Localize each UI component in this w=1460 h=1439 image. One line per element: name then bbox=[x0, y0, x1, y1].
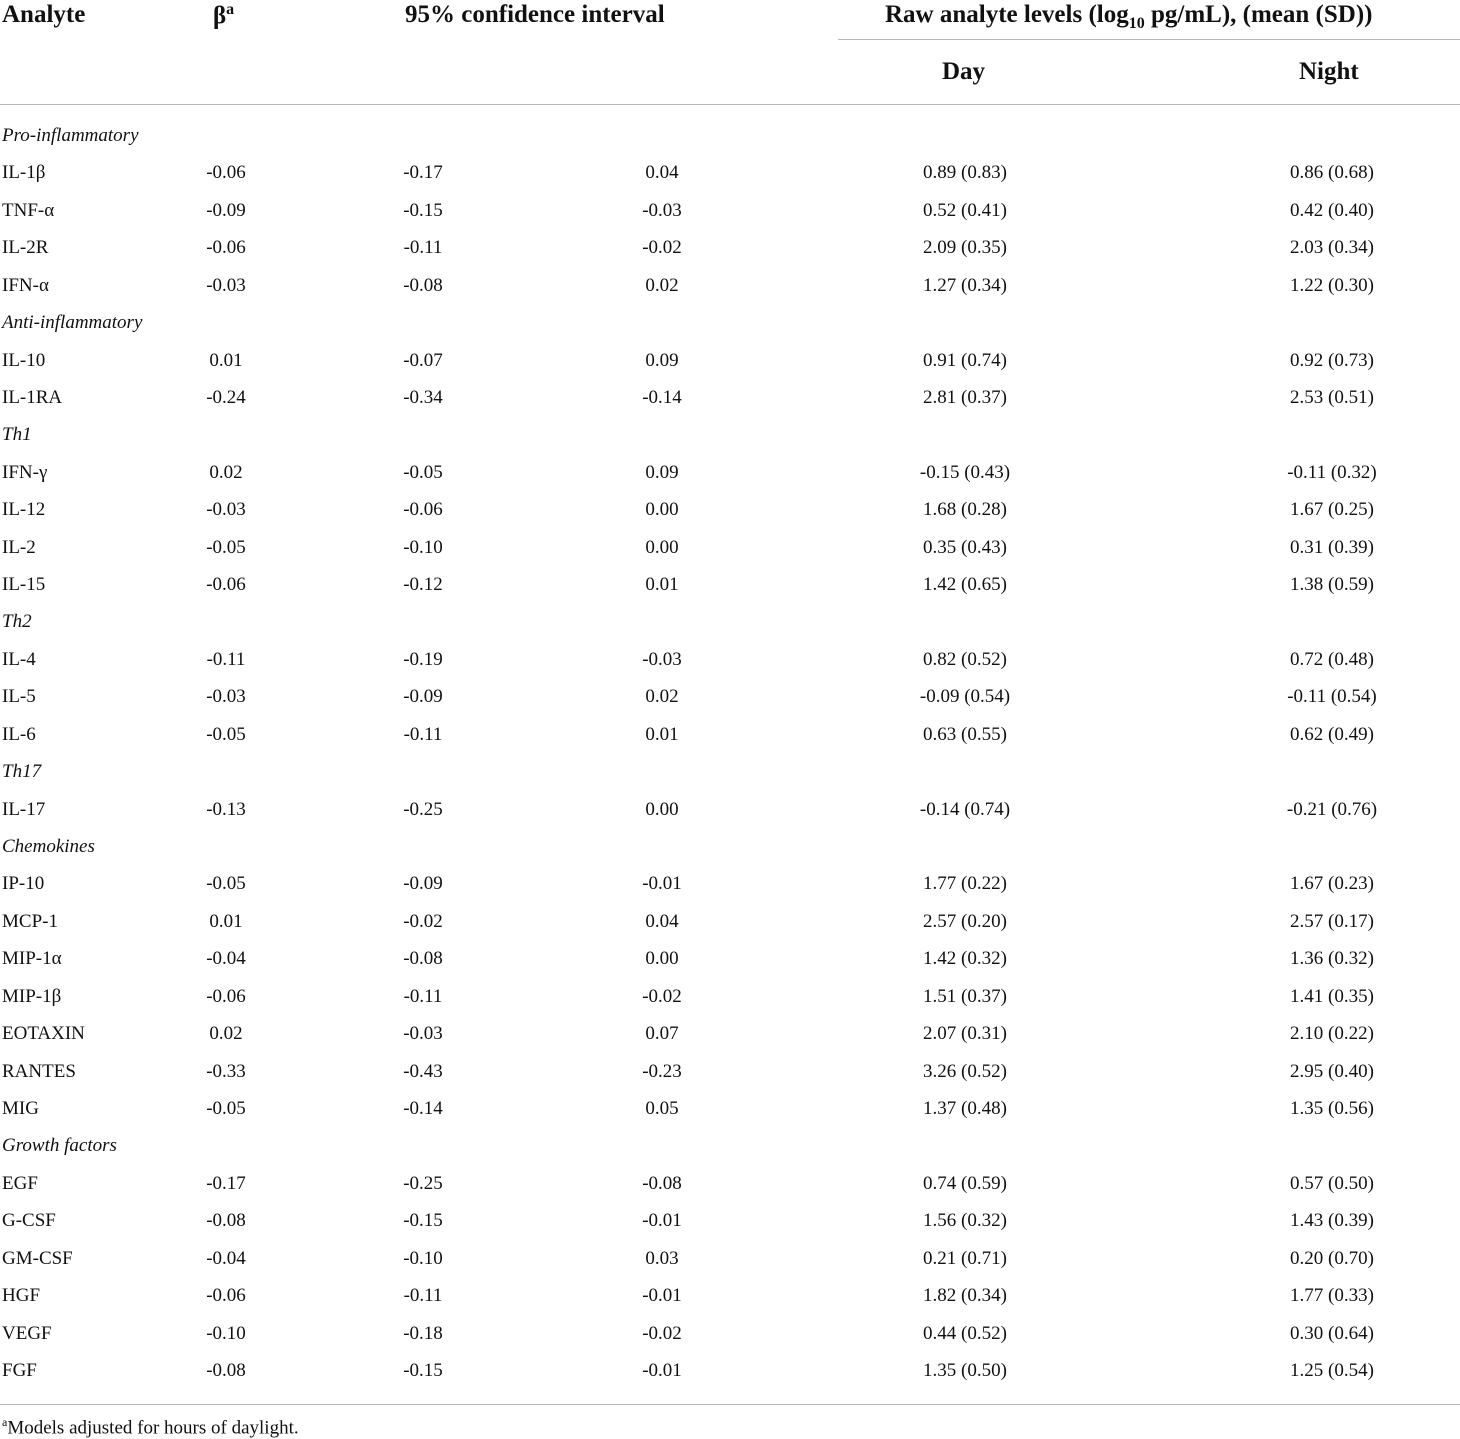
day-level: 0.44 (0.52) bbox=[923, 1322, 1007, 1344]
ci-upper: 0.04 bbox=[645, 162, 679, 184]
ci-lower: -0.14 bbox=[403, 1097, 443, 1119]
beta-value: -0.03 bbox=[206, 499, 246, 521]
ci-upper: -0.02 bbox=[642, 1322, 682, 1344]
analyte-name: VEGF bbox=[2, 1322, 52, 1344]
table-row bbox=[0, 717, 1460, 754]
table-row bbox=[0, 155, 1460, 192]
ci-lower: -0.05 bbox=[403, 461, 443, 483]
analyte-name: IL-5 bbox=[2, 686, 36, 708]
analyte-name: IL-6 bbox=[2, 723, 36, 745]
analyte-name: IFN-γ bbox=[2, 461, 48, 483]
day-level: 1.56 (0.32) bbox=[923, 1210, 1007, 1232]
header-analyte: Analyte bbox=[2, 1, 86, 28]
section-title: Anti-inflammatory bbox=[2, 312, 143, 334]
ci-lower: -0.10 bbox=[403, 1247, 443, 1269]
day-level: 2.07 (0.31) bbox=[923, 1023, 1007, 1045]
day-level: -0.09 (0.54) bbox=[919, 686, 1011, 708]
night-level: 1.36 (0.32) bbox=[1290, 948, 1374, 970]
ci-lower: -0.11 bbox=[403, 723, 443, 745]
day-level: 0.52 (0.41) bbox=[923, 199, 1007, 221]
ci-upper: 0.00 bbox=[645, 499, 679, 521]
beta-value: -0.08 bbox=[206, 1359, 246, 1381]
night-level: 2.03 (0.34) bbox=[1290, 237, 1374, 259]
ci-lower: -0.25 bbox=[403, 798, 443, 820]
analyte-name: IL-4 bbox=[2, 648, 36, 670]
ci-upper: 0.00 bbox=[645, 536, 679, 558]
day-level: 1.82 (0.34) bbox=[923, 1285, 1007, 1307]
night-level: 1.67 (0.25) bbox=[1290, 499, 1374, 521]
night-level: 1.25 (0.54) bbox=[1290, 1359, 1374, 1381]
table-row bbox=[0, 1241, 1460, 1278]
table-row bbox=[0, 380, 1460, 417]
day-level: 0.63 (0.55) bbox=[923, 723, 1007, 745]
night-level: -0.11 (0.54) bbox=[1287, 686, 1377, 708]
analyte-name: IL-2R bbox=[2, 237, 49, 259]
night-level: 1.22 (0.30) bbox=[1290, 274, 1374, 296]
header-day: Day bbox=[942, 58, 986, 85]
day-level: 3.26 (0.52) bbox=[923, 1060, 1007, 1082]
night-level: 0.42 (0.40) bbox=[1290, 199, 1374, 221]
night-level: 0.62 (0.49) bbox=[1290, 723, 1374, 745]
table-row bbox=[0, 567, 1460, 604]
analyte-name: RANTES bbox=[2, 1060, 76, 1082]
table-row bbox=[0, 455, 1460, 492]
day-level: 1.35 (0.50) bbox=[923, 1359, 1007, 1381]
beta-value: -0.05 bbox=[206, 873, 246, 895]
section-title: Th1 bbox=[2, 424, 32, 446]
day-level: -0.15 (0.43) bbox=[919, 461, 1011, 483]
ci-lower: -0.07 bbox=[403, 349, 443, 371]
table-body bbox=[0, 118, 1460, 1390]
section-header-row bbox=[0, 1128, 1460, 1165]
section-title: Pro-inflammatory bbox=[2, 125, 139, 146]
day-level: 0.35 (0.43) bbox=[923, 536, 1007, 558]
header-raw-levels bbox=[885, 2, 1372, 32]
ci-lower: -0.12 bbox=[403, 574, 443, 596]
ci-lower: -0.18 bbox=[403, 1322, 443, 1344]
analyte-name: IL-15 bbox=[2, 574, 46, 596]
ci-upper: 0.00 bbox=[645, 948, 679, 970]
ci-lower: -0.09 bbox=[403, 686, 443, 708]
night-level: 0.31 (0.39) bbox=[1290, 536, 1374, 558]
beta-value: -0.13 bbox=[206, 798, 246, 820]
header-confidence-interval: 95% confidence interval bbox=[405, 1, 665, 28]
ci-upper: -0.01 bbox=[642, 873, 682, 895]
header-raw-suffix: pg/mL), (mean (SD)) bbox=[1144, 1, 1373, 28]
analyte-name: IL-12 bbox=[2, 499, 46, 521]
table-row bbox=[0, 1203, 1460, 1240]
beta-value: -0.17 bbox=[206, 1172, 246, 1194]
ci-upper: -0.02 bbox=[642, 985, 682, 1007]
ci-upper: 0.00 bbox=[645, 798, 679, 820]
night-level: -0.11 (0.32) bbox=[1287, 461, 1377, 483]
day-level: 2.81 (0.37) bbox=[923, 386, 1007, 408]
analyte-name: MIP-1β bbox=[2, 985, 62, 1007]
table-row bbox=[0, 792, 1460, 829]
table-row bbox=[0, 1054, 1460, 1091]
section-header-row bbox=[0, 829, 1460, 866]
night-level: -0.21 (0.76) bbox=[1286, 798, 1378, 820]
ci-lower: -0.17 bbox=[403, 162, 443, 184]
section-title: Growth factors bbox=[2, 1135, 117, 1157]
ci-lower: -0.03 bbox=[403, 1023, 443, 1045]
day-level: 0.82 (0.52) bbox=[923, 648, 1007, 670]
ci-upper: 0.01 bbox=[645, 723, 679, 745]
analyte-name: MIG bbox=[2, 1097, 39, 1119]
beta-value: -0.33 bbox=[206, 1060, 246, 1082]
ci-upper: 0.01 bbox=[645, 574, 679, 596]
section-header-row bbox=[0, 604, 1460, 641]
beta-value: -0.06 bbox=[206, 574, 246, 596]
ci-upper: -0.01 bbox=[642, 1285, 682, 1307]
ci-lower: -0.09 bbox=[403, 873, 443, 895]
day-level: 0.89 (0.83) bbox=[923, 162, 1007, 184]
ci-upper: 0.02 bbox=[645, 686, 679, 708]
day-level: 2.57 (0.20) bbox=[923, 910, 1007, 932]
ci-lower: -0.08 bbox=[403, 274, 443, 296]
table-row bbox=[0, 1278, 1460, 1315]
night-level: 1.41 (0.35) bbox=[1290, 985, 1374, 1007]
analyte-name: IP-10 bbox=[2, 873, 45, 895]
day-level: -0.14 (0.74) bbox=[919, 798, 1011, 820]
analyte-name: MIP-1α bbox=[2, 948, 62, 970]
ci-upper: 0.04 bbox=[645, 910, 679, 932]
footnote bbox=[2, 1416, 299, 1437]
table-row bbox=[0, 866, 1460, 903]
ci-upper: 0.02 bbox=[645, 274, 679, 296]
night-level: 1.38 (0.59) bbox=[1290, 574, 1374, 596]
ci-lower: -0.02 bbox=[403, 910, 443, 932]
beta-value: -0.09 bbox=[206, 199, 246, 221]
day-level: 1.42 (0.65) bbox=[923, 574, 1007, 596]
ci-lower: -0.43 bbox=[403, 1060, 443, 1082]
ci-lower: -0.19 bbox=[403, 648, 443, 670]
night-level: 1.43 (0.39) bbox=[1290, 1210, 1374, 1232]
header-subrule bbox=[838, 39, 1460, 40]
table-row bbox=[0, 679, 1460, 716]
header-beta-symbol: β bbox=[213, 2, 227, 30]
day-level: 1.51 (0.37) bbox=[923, 985, 1007, 1007]
day-level: 0.91 (0.74) bbox=[923, 349, 1007, 371]
table-row bbox=[0, 1166, 1460, 1203]
analyte-name: G-CSF bbox=[2, 1210, 56, 1232]
beta-value: -0.03 bbox=[206, 686, 246, 708]
ci-lower: -0.11 bbox=[403, 985, 443, 1007]
beta-value: -0.04 bbox=[206, 948, 246, 970]
header-raw-subscript: 10 bbox=[1128, 15, 1145, 32]
day-level: 1.77 (0.22) bbox=[923, 873, 1007, 895]
beta-value: -0.06 bbox=[206, 237, 246, 259]
night-level: 0.72 (0.48) bbox=[1290, 648, 1374, 670]
ci-lower: -0.15 bbox=[403, 1210, 443, 1232]
night-level: 1.67 (0.23) bbox=[1290, 873, 1374, 895]
ci-upper: -0.23 bbox=[642, 1060, 682, 1082]
header-raw-prefix: Raw analyte levels (log bbox=[885, 1, 1129, 28]
beta-value: -0.05 bbox=[206, 536, 246, 558]
ci-upper: -0.03 bbox=[642, 199, 682, 221]
table-row bbox=[0, 492, 1460, 529]
section-header-row bbox=[0, 417, 1460, 454]
ci-lower: -0.10 bbox=[403, 536, 443, 558]
ci-lower: -0.08 bbox=[403, 948, 443, 970]
beta-value: -0.06 bbox=[206, 985, 246, 1007]
beta-value: -0.11 bbox=[206, 648, 246, 670]
table-bottom-rule bbox=[0, 1404, 1460, 1405]
analyte-name: IL-1RA bbox=[2, 386, 63, 408]
header-night: Night bbox=[1299, 58, 1359, 85]
ci-upper: -0.01 bbox=[642, 1359, 682, 1381]
table-row bbox=[0, 268, 1460, 305]
beta-value: 0.02 bbox=[209, 461, 243, 483]
table-row bbox=[0, 1091, 1460, 1128]
analyte-name: IFN-α bbox=[2, 274, 49, 296]
night-level: 2.10 (0.22) bbox=[1290, 1023, 1374, 1045]
ci-upper: 0.09 bbox=[645, 349, 679, 371]
ci-lower: -0.15 bbox=[403, 199, 443, 221]
beta-value: -0.08 bbox=[206, 1210, 246, 1232]
night-level: 0.92 (0.73) bbox=[1290, 349, 1374, 371]
day-level: 1.42 (0.32) bbox=[923, 948, 1007, 970]
section-title: Th2 bbox=[2, 611, 32, 633]
analyte-name: MCP-1 bbox=[2, 910, 58, 932]
section-header-row bbox=[0, 305, 1460, 342]
analyte-name: GM-CSF bbox=[2, 1247, 73, 1269]
table-row bbox=[0, 642, 1460, 679]
day-level: 0.21 (0.71) bbox=[923, 1247, 1007, 1269]
night-level: 0.57 (0.50) bbox=[1290, 1172, 1374, 1194]
table-row bbox=[0, 904, 1460, 941]
table-row bbox=[0, 941, 1460, 978]
header-beta bbox=[213, 2, 234, 28]
beta-value: -0.24 bbox=[206, 386, 246, 408]
header-beta-footnote-marker: a bbox=[226, 1, 235, 18]
beta-value: -0.06 bbox=[206, 1285, 246, 1307]
analyte-name: IL-10 bbox=[2, 349, 46, 371]
beta-value: -0.04 bbox=[206, 1247, 246, 1269]
table-row bbox=[0, 1316, 1460, 1353]
ci-lower: -0.06 bbox=[403, 499, 443, 521]
beta-value: 0.01 bbox=[209, 910, 243, 932]
day-level: 1.37 (0.48) bbox=[923, 1097, 1007, 1119]
section-title: Chemokines bbox=[2, 836, 95, 858]
beta-value: 0.02 bbox=[209, 1023, 243, 1045]
ci-lower: -0.25 bbox=[403, 1172, 443, 1194]
night-level: 1.77 (0.33) bbox=[1290, 1285, 1374, 1307]
analyte-name: EOTAXIN bbox=[2, 1023, 85, 1045]
table-row bbox=[0, 343, 1460, 380]
header-bottom-rule bbox=[0, 104, 1460, 105]
ci-upper: -0.02 bbox=[642, 237, 682, 259]
analyte-name: HGF bbox=[2, 1285, 41, 1307]
ci-upper: 0.05 bbox=[645, 1097, 679, 1119]
ci-upper: -0.03 bbox=[642, 648, 682, 670]
night-level: 1.35 (0.56) bbox=[1290, 1097, 1374, 1119]
ci-upper: 0.03 bbox=[645, 1247, 679, 1269]
day-level: 2.09 (0.35) bbox=[923, 237, 1007, 259]
night-level: 0.86 (0.68) bbox=[1290, 162, 1374, 184]
analyte-name: FGF bbox=[2, 1359, 37, 1381]
beta-value: -0.10 bbox=[206, 1322, 246, 1344]
section-header-row bbox=[0, 754, 1460, 791]
beta-value: -0.05 bbox=[206, 723, 246, 745]
day-level: 0.74 (0.59) bbox=[923, 1172, 1007, 1194]
analyte-name: EGF bbox=[2, 1172, 38, 1194]
table-row bbox=[0, 1016, 1460, 1053]
analyte-name: IL-17 bbox=[2, 798, 46, 820]
table-row bbox=[0, 193, 1460, 230]
ci-upper: -0.14 bbox=[642, 386, 682, 408]
ci-upper: 0.09 bbox=[645, 461, 679, 483]
ci-lower: -0.11 bbox=[403, 237, 443, 259]
night-level: 2.53 (0.51) bbox=[1290, 386, 1374, 408]
ci-lower: -0.34 bbox=[403, 386, 443, 408]
analyte-name: TNF-α bbox=[2, 199, 55, 221]
table-row bbox=[0, 230, 1460, 267]
beta-value: -0.05 bbox=[206, 1097, 246, 1119]
footnote-text: Models adjusted for hours of daylight. bbox=[7, 1417, 299, 1439]
day-level: 1.68 (0.28) bbox=[923, 499, 1007, 521]
night-level: 0.20 (0.70) bbox=[1290, 1247, 1374, 1269]
table-row bbox=[0, 1353, 1460, 1390]
table-row bbox=[0, 530, 1460, 567]
night-level: 0.30 (0.64) bbox=[1290, 1322, 1374, 1344]
day-level: 1.27 (0.34) bbox=[923, 274, 1007, 296]
section-header-row bbox=[0, 118, 1460, 155]
analyte-name: IL-2 bbox=[2, 536, 36, 558]
night-level: 2.57 (0.17) bbox=[1290, 910, 1374, 932]
beta-value: -0.06 bbox=[206, 162, 246, 184]
analyte-name: IL-1β bbox=[2, 162, 46, 184]
table-row bbox=[0, 979, 1460, 1016]
beta-value: 0.01 bbox=[209, 349, 243, 371]
ci-upper: -0.01 bbox=[642, 1210, 682, 1232]
night-level: 2.95 (0.40) bbox=[1290, 1060, 1374, 1082]
footnote-marker: a bbox=[2, 1415, 8, 1429]
ci-lower: -0.15 bbox=[403, 1359, 443, 1381]
section-title: Th17 bbox=[2, 761, 42, 783]
beta-value: -0.03 bbox=[206, 274, 246, 296]
ci-upper: -0.08 bbox=[642, 1172, 682, 1194]
ci-lower: -0.11 bbox=[403, 1285, 443, 1307]
ci-upper: 0.07 bbox=[645, 1023, 679, 1045]
